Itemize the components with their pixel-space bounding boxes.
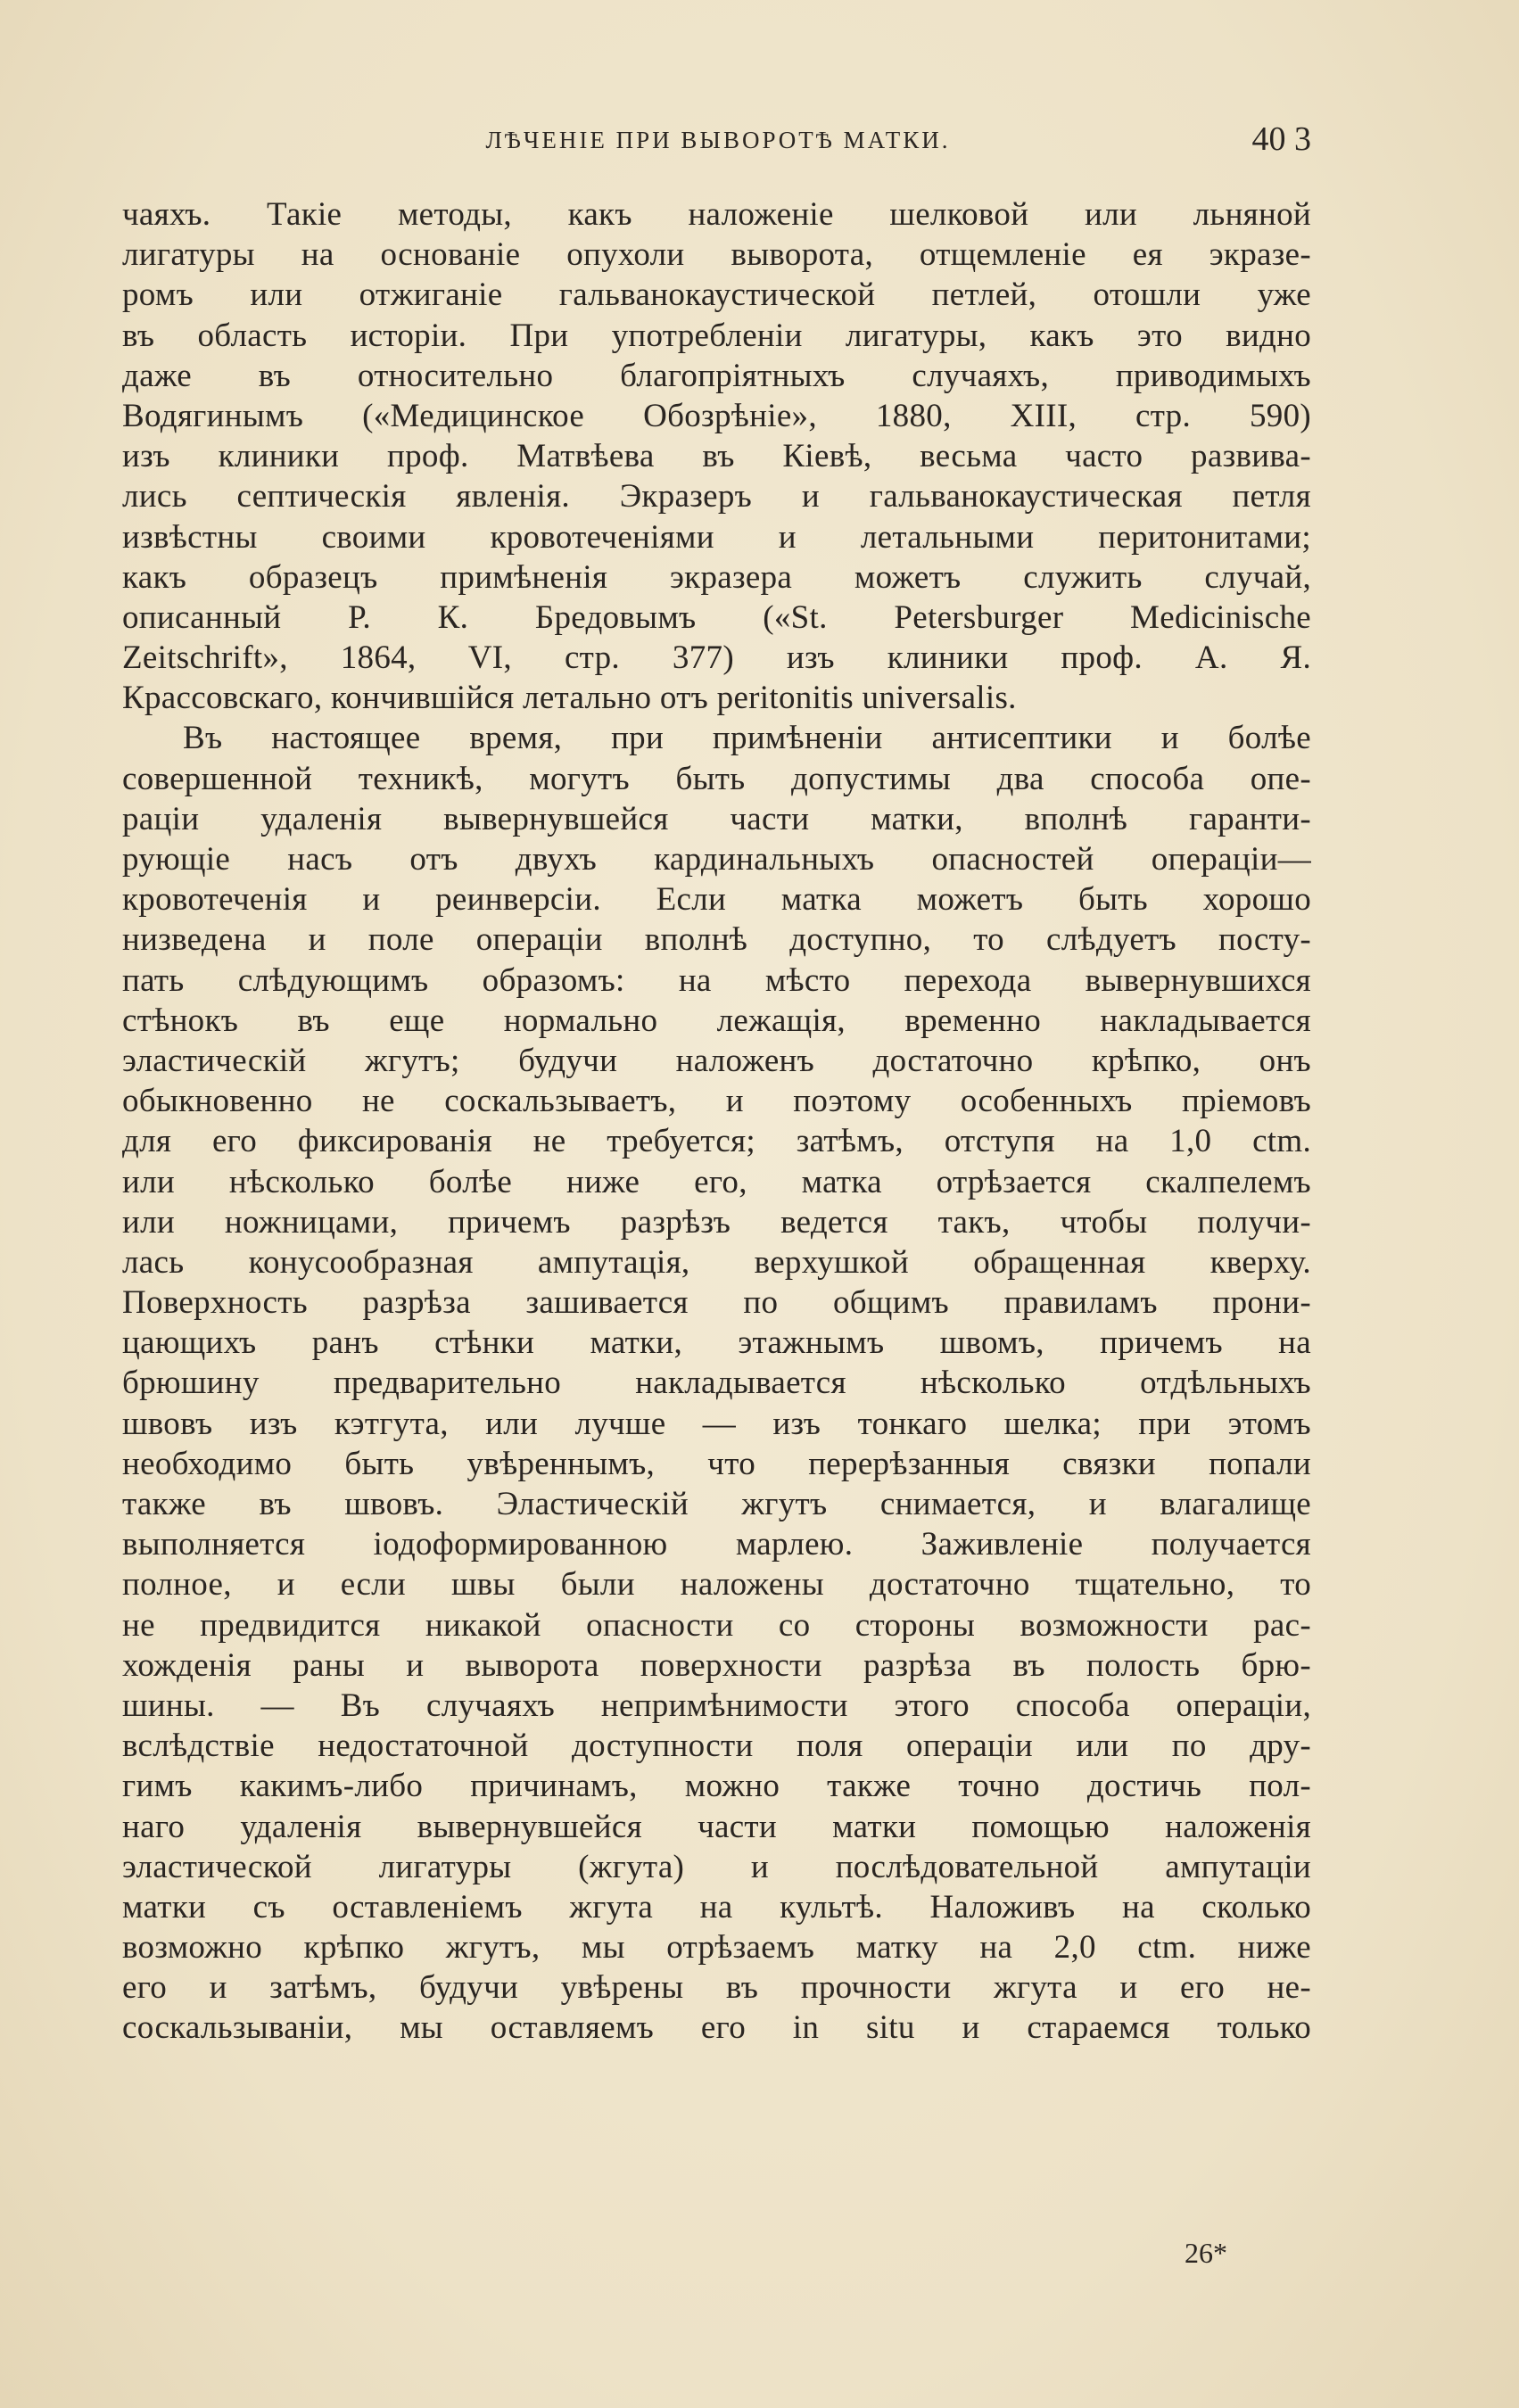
text-line: наго удаленія вывернувшейся части матки помощью наложенія [122,1808,1311,1845]
text-line: или нѣсколько болѣе ниже его, матка отрѣзается скалпелемъ [122,1163,1311,1200]
text-line: лигатуры на основаніе опухоли выворота, отщемленіе ея экразе- [122,236,1311,274]
text-line: цающихъ ранъ стѣнки матки, этажнымъ швомъ, причемъ на [122,1324,1311,1362]
body-text [122,194,1311,2049]
text-line: какъ образецъ примѣненія экразера можетъ служить случай, [122,558,1311,596]
text-line: не предвидится никакой опасности со стороны возможности рас- [122,1606,1311,1644]
text-line: лась конусообразная ампутація, верхушкой обращенная кверху. [122,1243,1311,1281]
text-line: шины. — Въ случаяхъ непримѣнимости этого способа операціи, [122,1686,1311,1724]
text-line: необходимо быть увѣреннымъ, что перерѣзанныя связки попали [122,1445,1311,1482]
text-line: въ область исторіи. При употребленіи лигатуры, какъ это видно [122,317,1311,354]
text-line: совершенной техникѣ, могутъ быть допустимы два способа опе- [122,760,1311,797]
text-line: кровотеченія и реинверсіи. Если матка можетъ быть хорошо [122,881,1311,919]
text-line: низведена и поле операціи вполнѣ доступно, то слѣдуетъ посту- [122,921,1311,959]
text-line: Поверхность разрѣза зашивается по общимъ правиламъ прони- [122,1284,1311,1322]
text-line: Водягинымъ («Медицинское Обозрѣніе», 1880, XIII, стр. 590) [122,397,1311,434]
text-line: Въ настоящее время, при примѣненіи антисептики и болѣе [183,720,1311,757]
text-line: матки съ оставленіемъ жгута на культѣ. Наложивъ на сколько [122,1888,1311,1926]
text-line: Крассовскаго, кончившійся летально отъ peritonitis universalis. [122,680,1017,717]
text-line: эластической лигатуры (жгута) и послѣдовательной ампутаціи [122,1848,1311,1885]
text-line: извѣстны своими кровотеченіями и летальными перитонитами; [122,518,1311,556]
text-line: полное, и если швы были наложены достаточно тщательно, то [122,1566,1311,1604]
text-line: обыкновенно не соскальзываетъ, и поэтому особенныхъ пріемовъ [122,1083,1311,1120]
running-title: ЛѢЧЕНІЕ ПРИ ВЫВОРОТѢ МАТКИ. [485,127,951,153]
page-number: 40 3 [1251,120,1311,158]
text-line: изъ клиники проф. Матвѣева въ Кіевѣ, весьма часто развива- [122,438,1311,475]
page-header [125,120,1311,162]
text-line: описанный Р. К. Бредовымъ («St. Petersburger Medicinische [122,598,1311,636]
text-line: лись септическія явленія. Экразеръ и гальванокаустическая петля [122,478,1311,515]
text-line: эластическій жгутъ; будучи наложенъ достаточно крѣпко, онъ [122,1042,1311,1079]
text-line: рующіе насъ отъ двухъ кардинальныхъ опасностей операціи— [122,841,1311,878]
text-line: вслѣдствіе недостаточной доступности поля операціи или по дру- [122,1728,1311,1765]
text-line: выполняется іодоформированною марлею. Заживленіе получается [122,1526,1311,1563]
text-line: его и затѣмъ, будучи увѣрены въ прочности жгута и его не- [122,1969,1311,2007]
text-line: для его фиксированія не требуется; затѣмъ, отступя на 1,0 ctm. [122,1123,1311,1160]
text-line: возможно крѣпко жгутъ, мы отрѣзаемъ матку на 2,0 ctm. ниже [122,1929,1311,1967]
text-line: или ножницами, причемъ разрѣзъ ведется такъ, чтобы получи- [122,1203,1311,1241]
text-line: даже въ относительно благопріятныхъ случаяхъ, приводимыхъ [122,357,1311,394]
text-line: хожденія раны и выворота поверхности разрѣза въ полость брю- [122,1646,1311,1684]
text-line: швовъ изъ кэтгута, или лучше — изъ тонкаго шелка; при этомъ [122,1405,1311,1442]
text-line: соскальзываніи, мы оставляемъ его in situ и стараемся только [122,2009,1311,2047]
text-line: также въ швовъ. Эластическій жгутъ снимается, и влагалище [122,1486,1311,1522]
text-line: чаяхъ. Такіе методы, какъ наложеніе шелковой или льняной [122,196,1311,233]
text-line: стѣнокъ въ еще нормально лежащія, временно накладывается [122,1002,1311,1039]
text-line: пать слѣдующимъ образомъ: на мѣсто перехода вывернувшихся [122,961,1311,999]
text-line: брюшину предварительно накладывается нѣсколько отдѣльныхъ [122,1365,1311,1402]
text-line: Zeitschrift», 1864, VI, стр. 377) изъ клиники проф. А. Я. [122,639,1311,677]
text-line: ромъ или отжиганіе гальванокаустической петлей, отошли уже [122,276,1311,314]
text-line: раціи удаленія вывернувшейся части матки, вполнѣ гаранти- [122,800,1311,837]
text-line: гимъ какимъ-либо причинамъ, можно также точно достичь пол- [122,1768,1311,1805]
signature-mark: 26* [1185,2237,1227,2269]
